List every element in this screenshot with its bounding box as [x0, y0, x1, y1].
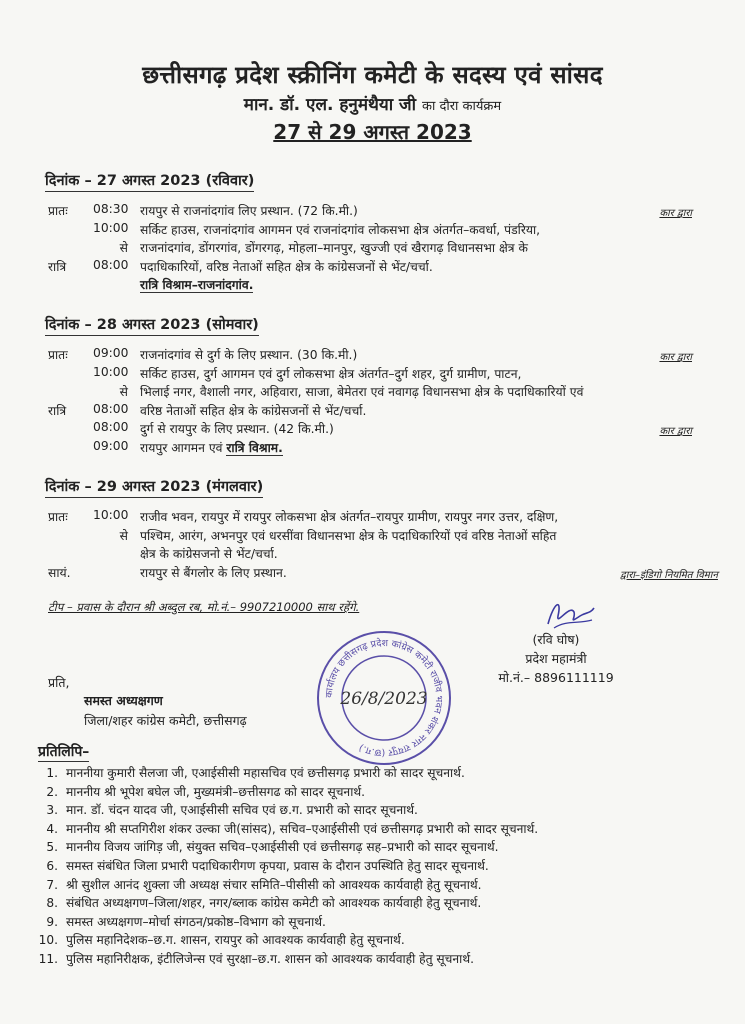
schedule-time: 08:00 — [93, 401, 129, 416]
copy-item-text: समस्त संबंधित जिला प्रभारी पदाधिकारीगण कृपया, प्रवास के दौरान उपस्थिति हेतु सादर सूचनार्थ. — [66, 858, 489, 873]
schedule-text-plain: रायपुर से बैंगलोर के लिए प्रस्थान. — [140, 565, 287, 580]
copy-item — [38, 931, 538, 950]
schedule-text — [140, 564, 287, 581]
schedule-row — [0, 202, 745, 220]
time-of-day-label: प्रातः — [48, 204, 68, 218]
schedule-row — [0, 258, 745, 276]
schedule-text-bold: रात्रि विश्राम–राजनांदगांव. — [140, 278, 254, 292]
copies-list — [38, 764, 538, 969]
travel-mode-note: द्वारा–इंडिगो नियमित विमान — [620, 569, 718, 581]
schedule-row — [0, 221, 745, 239]
copy-item-number: 7. — [46, 877, 58, 892]
schedule-text-plain: क्षेत्र के कांग्रेसजनो से भेंट/चर्चा. — [140, 547, 278, 561]
schedule-time: 10:00 — [93, 364, 129, 379]
schedule-text — [140, 221, 540, 238]
schedule-text — [140, 365, 521, 382]
schedule-text — [140, 258, 433, 275]
copy-item-number: 4. — [46, 821, 58, 836]
schedule-text-plain: रायपुर से राजनांदगांव लिए प्रस्थान. (72 कि.मी.) — [140, 204, 358, 218]
schedule-time: 09:00 — [93, 346, 129, 360]
schedule-row — [0, 239, 745, 257]
copy-item-number: 11. — [38, 951, 58, 966]
visitor-suffix: का दौरा कार्यक्रम — [421, 99, 502, 114]
schedule-text-plain: दुर्ग से रायपुर के लिए प्रस्थान. (42 कि.मी.) — [140, 422, 334, 436]
copy-item — [38, 801, 538, 820]
schedule-text — [140, 202, 358, 219]
copy-item — [38, 876, 538, 895]
travel-mode-note: कार द्वारा — [659, 208, 692, 219]
schedule-time: 09:00 — [93, 438, 129, 453]
schedule-row — [0, 276, 745, 294]
signatory-block — [486, 630, 626, 687]
office-stamp — [314, 628, 454, 772]
schedule-text — [140, 439, 283, 456]
signatory-mobile: मो.नं.– 8896111119 — [498, 670, 614, 685]
copy-item-number: 3. — [46, 803, 58, 818]
recipient-line-1: समस्त अध्यक्षगण — [84, 693, 163, 708]
schedule-time: से — [119, 385, 128, 399]
copy-item — [38, 913, 538, 932]
schedule-text-plain: राजनांदगांव, डोंगरगांव, डोंगरगढ़, मोहला–मानपुर, खुज्जी एवं खैरागढ़ विधानसभा क्षेत्र के — [140, 241, 528, 255]
schedule-text-plain: राजनांदगांव से दुर्ग के लिए प्रस्थान. (30 कि.मी.) — [140, 348, 358, 362]
copies-heading: प्रतिलिपि– — [38, 744, 90, 760]
visitor-line — [0, 92, 745, 115]
document-title: छत्तीसगढ़ प्रदेश स्क्रीनिंग कमेटी के सदस्य एवं सांसद — [142, 61, 603, 89]
schedule-text — [140, 545, 278, 562]
schedule-row — [0, 383, 745, 401]
schedule-text-plain: राजीव भवन, रायपुर में रायपुर लोकसभा क्षेत्र अंतर्गत–रायपुर ग्रामीण, रायपुर नगर उत्तर, दक्षिण, — [140, 510, 559, 524]
copy-item-number: 6. — [46, 858, 58, 873]
stamp-ring-text: कार्यालय छत्तीसगढ़ प्रदेश कांग्रेस कमेटी राजीव भवन शंकर नगर रायपुर (छ.ग.) — [323, 637, 445, 759]
schedule-row — [0, 545, 745, 563]
schedule-time: से — [119, 528, 128, 543]
schedule-text-plain: भिलाई नगर, वैशाली नगर, अहिवारा, साजा, बेमेतरा एवं नवागढ़ विधानसभा क्षेत्र के पदाधिकारियों एवं — [140, 385, 584, 399]
travel-mode-note: कार द्वारा — [659, 352, 692, 363]
schedule-row — [0, 508, 745, 526]
travel-mode-note: कार द्वारा — [659, 426, 692, 437]
schedule-time: 10:00 — [93, 220, 129, 235]
schedule-time: 08:00 — [93, 257, 129, 272]
schedule-text — [140, 402, 366, 419]
time-of-day-label: रात्रि — [48, 403, 67, 418]
copy-item-text: मान. डॉ. चंदन यादव जी, एआईसीसी सचिव एवं छ.ग. प्रभारी को सादर सूचनार्थ. — [66, 803, 418, 818]
day-2-heading: दिनांक – 28 अगस्त 2023 (सोमवार) — [45, 314, 259, 336]
day-3-heading: दिनांक – 29 अगस्त 2023 (मंगलवार) — [45, 476, 263, 498]
schedule-text-plain: सर्किट हाउस, राजनांदगांव आगमन एवं राजनांदगांव लोकसभा क्षेत्र अंतर्गत–कवर्धा, पंडरिया, — [140, 222, 541, 237]
time-of-day-label: प्रातः — [48, 510, 68, 524]
schedule-text-plain: वरिष्ठ नेताओं सहित क्षेत्र के कांग्रेसजनों से भेंट/चर्चा. — [140, 403, 367, 418]
copy-item-text: समस्त अध्यक्षगण–मोर्चा संगठन/प्रकोष्ठ–विभाग को सूचनार्थ. — [66, 914, 326, 929]
copy-item-text: पुलिस महानिदेशक–छ.ग. शासन, रायपुर को आवश्यक कार्यवाही हेतु सूचनार्थ. — [66, 933, 405, 948]
schedule-text — [140, 527, 556, 544]
recipient-line-2: जिला/शहर कांग्रेस कमेटी, छत्तीसगढ़ — [84, 713, 247, 728]
copy-item-number: 5. — [46, 840, 58, 855]
schedule-text-plain: सर्किट हाउस, दुर्ग आगमन एवं दुर्ग लोकसभा क्षेत्र अंतर्गत–दुर्ग शहर, दुर्ग ग्रामीण, पाटन, — [140, 366, 522, 381]
copy-item-text: पुलिस महानिरीक्षक, इंटीलिजेन्स एवं सुरक्षा–छ.ग. शासन को आवश्यक कार्यवाही हेतु सूचनार्थ. — [66, 951, 474, 966]
copy-item — [38, 950, 538, 969]
schedule-text-plain: पदाधिकारियों, वरिष्ठ नेताओं सहित क्षेत्र के कांग्रेसजनों से भेंट/चर्चा. — [140, 259, 433, 274]
copy-item — [38, 857, 538, 876]
stamp-date: 26/8/2023 — [340, 689, 428, 709]
schedule-text — [140, 383, 583, 400]
schedule-row — [0, 420, 745, 438]
schedule-time: 10:00 — [93, 508, 129, 522]
schedule-text — [140, 276, 253, 293]
time-of-day-label: सायं. — [48, 565, 71, 580]
schedule-text — [140, 420, 334, 437]
schedule-time: 08:00 — [93, 420, 129, 434]
copy-item — [38, 820, 538, 839]
day-1-heading: दिनांक – 27 अगस्त 2023 (रविवार) — [45, 170, 254, 192]
date-range: 27 से 29 अगस्त 2023 — [273, 120, 472, 144]
schedule-text-plain: रायपुर आगमन एवं — [140, 440, 227, 455]
copy-item — [38, 838, 538, 857]
copy-item-text: श्री सुशील आनंद शुक्ला जी अध्यक्ष संचार समिति–पीसीसी को आवश्यक कार्यवाही हेतु सूचनार्थ. — [66, 877, 482, 892]
schedule-time: 08:30 — [93, 202, 129, 216]
copy-item — [38, 894, 538, 913]
schedule-time: से — [119, 241, 128, 255]
schedule-row — [0, 365, 745, 383]
tip-note: टीप – प्रवास के दौरान श्री अब्दुल रब, मो.नं.– 9907210000 साथ रहेंगे. — [48, 600, 360, 614]
copy-item-number: 10. — [38, 933, 58, 948]
visitor-name: मान. डॉ. एल. हनुमंथैया जी — [243, 95, 417, 115]
schedule-text-bold: रात्रि विश्राम. — [226, 440, 283, 455]
copy-item-text: माननीया कुमारी सैलजा जी, एआईसीसी महासचिव एवं छत्तीसगढ़ प्रभारी को सादर सूचनार्थ. — [66, 766, 465, 780]
schedule-text-plain: पश्चिम, आरंग, अभनपुर एवं धरसींवा विधानसभा क्षेत्र के पदाधिकारियों एवं वरिष्ठ नेताओं सहित — [140, 528, 557, 543]
copy-item-text: माननीय श्री भूपेश बघेल जी, मुख्यमंत्री–छत्तीसगढ को सादर सूचनार्थ. — [66, 784, 366, 799]
schedule-text — [140, 239, 528, 256]
schedule-text — [140, 508, 558, 525]
copy-item — [38, 764, 538, 783]
signatory-designation: प्रदेश महामंत्री — [525, 651, 587, 666]
copy-item-number: 8. — [46, 896, 58, 911]
schedule-row — [0, 527, 745, 545]
copy-item-number: 9. — [46, 914, 58, 929]
copy-item-number: 1. — [46, 766, 58, 780]
schedule-row — [0, 564, 745, 582]
schedule-row — [0, 346, 745, 364]
schedule-text — [140, 346, 357, 363]
signatory-name: (रवि घोष) — [532, 632, 580, 647]
time-of-day-label: प्रातः — [48, 348, 68, 362]
copy-item-text: माननीय श्री सप्तगिरीश शंकर उल्का जी(सांसद), सचिव–एआईसीसी एवं छत्तीसगढ़ प्रभारी को सादर सूचनार्थ. — [66, 821, 539, 836]
copy-item — [38, 783, 538, 802]
copy-item-number: 2. — [46, 784, 58, 799]
time-of-day-label: रात्रि — [48, 259, 67, 274]
schedule-row — [0, 402, 745, 420]
prati-label: प्रति, — [48, 675, 70, 690]
schedule-row — [0, 439, 745, 457]
copy-item-text: माननीय विजय जांगिड़ जी, संयुक्त सचिव–एआईसीसी एवं छत्तीसगढ़ सह–प्रभारी को सादर सूचनार्थ. — [66, 840, 499, 855]
copy-item-text: संबंधित अध्यक्षगण–जिला/शहर, नगर/ब्लाक कांग्रेस कमेटी को आवश्यक कार्यवाही हेतु सूचनार्थ. — [66, 896, 482, 911]
